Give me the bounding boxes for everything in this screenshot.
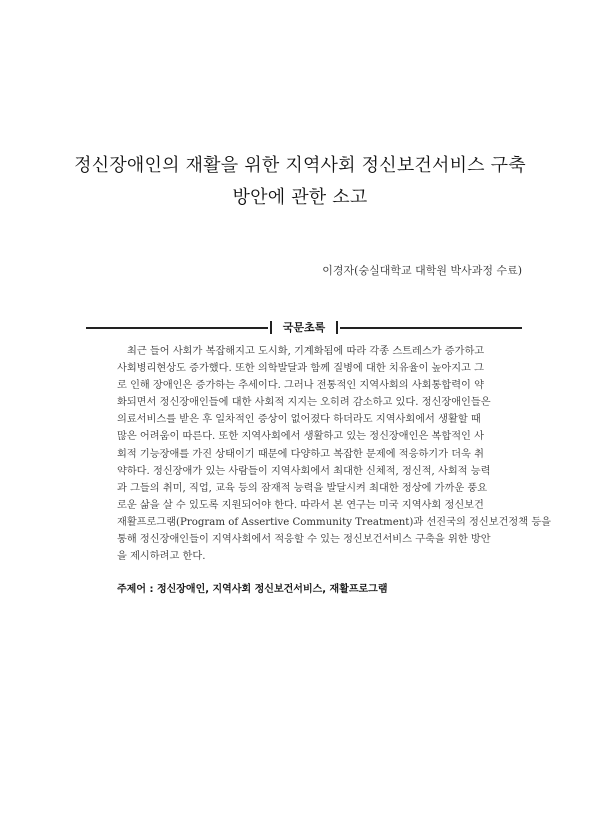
abstract-line: 많은 어려움이 따른다. 또한 지역사회에서 생활하고 있는 정신장애인은 복합적인 사 (117, 431, 484, 443)
abstract-heading: 국문초록 (282, 321, 326, 334)
abstract-line: 회적 기능장애를 가진 상태이기 때문에 다양하고 복잡한 문제에 적응하기가 더욱 취 (117, 448, 484, 460)
keywords-line: 주제어 : 정신장애인, 지역사회 정신보건서비스, 재활프로그램 (117, 584, 388, 595)
abstract-line: 로운 삶을 살 수 있도록 지원되어야 한다. 따라서 본 연구는 미국 지역사회 정신보건 (117, 499, 484, 511)
author-line: 이경자(숭실대학교 대학원 박사과정 수료) (322, 264, 522, 277)
abstract-line: 약하다. 정신장애가 있는 사람들이 지역사회에서 최대한 신체적, 정신적, 사회적 능력 (117, 465, 491, 477)
paper-title (40, 150, 560, 214)
abstract-heading-bar (86, 320, 522, 336)
abstract-body (117, 343, 552, 565)
abstract-line: 사회병리현상도 증가했다. 또한 의학발달과 함께 질병에 대한 치유율이 높아지고 그 (117, 363, 484, 375)
abstract-line: 과 그들의 취미, 직업, 교육 등의 잠재적 능력을 발달시켜 최대한 정상에 가까운 풍요 (117, 482, 488, 494)
abstract-line: 재활프로그램(Program of Assertive Community Treatment)과 선진국의 정신보건정책 등을 (117, 516, 552, 528)
abstract-line: 최근 들어 사회가 복잡해지고 도시화, 기계화됨에 따라 각종 스트레스가 증가하고 (127, 346, 485, 357)
abstract-line: 로 인해 장애인은 증가하는 추세이다. 그러나 전통적인 지역사회의 사회통합력이 약 (117, 380, 484, 392)
heading-rule-left (86, 327, 268, 329)
abstract-line: 통해 정신장애인들이 지역사회에서 적응할 수 있는 정신보건서비스 구축을 위한 방안 (117, 534, 491, 546)
abstract-line: 화되면서 정신장애인들에 대한 사회적 지지는 오히려 감소하고 있다. 정신장애인들은 (117, 397, 491, 409)
abstract-line: 을 제시하려고 한다. (117, 551, 206, 563)
title-line-2: 방안에 관한 소고 (232, 187, 368, 208)
heading-rule-right (340, 327, 522, 329)
heading-bracket-right (336, 321, 338, 334)
abstract-line: 의료서비스를 받은 후 일차적인 증상이 없어졌다 하더라도 지역사회에서 생활할 때 (117, 414, 481, 426)
title-line-1: 정신장애인의 재활을 위한 지역사회 정신보건서비스 구축 (74, 155, 526, 176)
